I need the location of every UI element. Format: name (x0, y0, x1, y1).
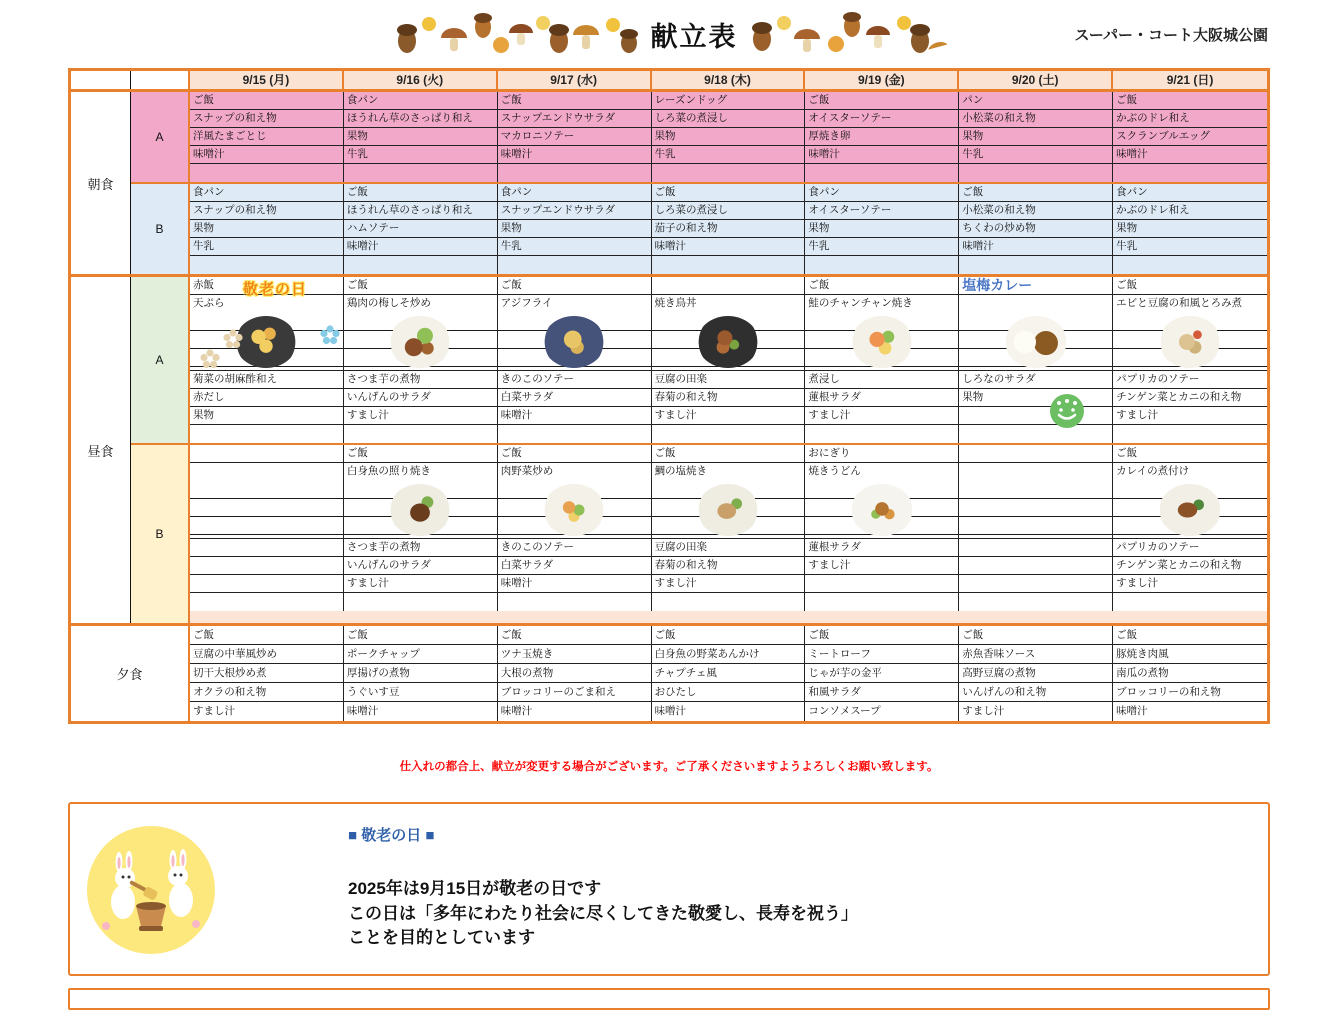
menu-cell (652, 425, 806, 443)
menu-cell: ほうれん草のさっぱり和え (344, 110, 498, 127)
date-header: 9/19 (金) (805, 71, 959, 89)
date-header-row (71, 71, 1267, 92)
menu-row (190, 425, 1267, 443)
menu-cell: 豆腐の中華風炒め (190, 645, 344, 663)
menu-cell: 赤魚香味ソース (959, 645, 1113, 663)
menu-cell: ご飯 (344, 277, 498, 294)
menu-cell: 煮浸し (805, 371, 959, 388)
menu-table (68, 68, 1270, 724)
food-photo-udon (851, 484, 913, 536)
menu-cell: 赤だし (190, 389, 344, 406)
menu-cell: 牛乳 (805, 238, 959, 255)
menu-cell: ご飯 (1113, 626, 1267, 644)
menu-cell: ご飯 (959, 626, 1113, 644)
autumn-decoration-right (748, 11, 948, 57)
photo-cell (344, 481, 498, 538)
lunch-label: 昼食 (71, 277, 131, 623)
menu-cell: 蓮根サラダ (805, 539, 959, 556)
breakfast-a-label: A (131, 92, 190, 182)
menu-cell (959, 593, 1113, 611)
menu-cell: すまし汁 (344, 407, 498, 424)
menu-cell: 春菊の和え物 (652, 557, 806, 574)
menu-cell: 果物 (1113, 220, 1267, 237)
menu-cell: 味噌汁 (498, 407, 652, 424)
menu-row (190, 92, 1267, 110)
menu-row (190, 238, 1267, 256)
menu-cell: うぐいす豆 (344, 683, 498, 701)
date-header: 9/18 (木) (652, 71, 806, 89)
photo-cell (805, 313, 959, 370)
menu-cell (190, 445, 344, 462)
menu-cell: 焼きうどん (805, 463, 959, 481)
photo-cell (652, 313, 806, 370)
menu-row (190, 593, 1267, 611)
food-photo-tempura (235, 316, 297, 368)
menu-cell: ブロッコリーの和え物 (1113, 683, 1267, 701)
facility-name: スーパー・コート大阪城公園 (1074, 27, 1268, 44)
menu-cell: 天ぷら (190, 295, 344, 313)
menu-cell (190, 593, 344, 611)
menu-cell: ブロッコリーのごま和え (498, 683, 652, 701)
menu-cell: ご飯 (805, 626, 959, 644)
menu-cell (805, 593, 959, 611)
menu-cell (959, 425, 1113, 443)
menu-cell: 大根の煮物 (498, 664, 652, 682)
breakfast-section (71, 92, 1267, 274)
menu-cell: 牛乳 (498, 238, 652, 255)
menu-cell (190, 575, 344, 592)
lunch-b-rows (190, 445, 1267, 623)
menu-row (190, 202, 1267, 220)
menu-cell: 切干大根炒め煮 (190, 664, 344, 682)
menu-cell: 厚揚げの煮物 (344, 664, 498, 682)
menu-cell (959, 445, 1113, 462)
menu-cell (344, 425, 498, 443)
date-header: 9/17 (水) (498, 71, 652, 89)
menu-cell: 果物 (498, 220, 652, 237)
date-grid (190, 71, 1267, 89)
menu-cell: 牛乳 (344, 146, 498, 163)
food-photo-curry (1005, 316, 1067, 368)
food-photo-teriyaki (389, 484, 451, 536)
menu-cell: 南瓜の煮物 (1113, 664, 1267, 682)
menu-cell: ご飯 (498, 277, 652, 294)
menu-cell: コンソメスープ (805, 702, 959, 721)
menu-cell: エビと豆腐の和風とろみ煮 (1113, 295, 1267, 313)
keirou-line-1: 2025年は9月15日が敬老の日です (348, 879, 602, 898)
menu-cell (959, 277, 1113, 294)
menu-cell: 果物 (190, 407, 344, 424)
menu-cell: ちくわの炒め物 (959, 220, 1113, 237)
menu-cell: ご飯 (344, 184, 498, 201)
menu-cell (498, 164, 652, 182)
food-photo-fry (543, 316, 605, 368)
menu-cell: ご飯 (1113, 92, 1267, 109)
menu-cell (190, 425, 344, 443)
keirou-info-box (68, 802, 1270, 976)
menu-cell: いんげんの和え物 (959, 683, 1113, 701)
menu-row (190, 256, 1267, 274)
menu-cell: 鯛の塩焼き (652, 463, 806, 481)
menu-cell: 白菜サラダ (498, 557, 652, 574)
lunch-a-photo-strip (190, 313, 1267, 371)
menu-cell: 味噌汁 (344, 238, 498, 255)
menu-cell: 小松菜の和え物 (959, 202, 1113, 219)
menu-cell: 洋風たまごとじ (190, 128, 344, 145)
menu-cell (959, 575, 1113, 592)
menu-cell: ご飯 (344, 626, 498, 644)
menu-cell (959, 557, 1113, 574)
photo-cell (1113, 481, 1267, 538)
menu-cell: 焼き鳥丼 (652, 295, 806, 313)
menu-cell: スナップエンドウサラダ (498, 110, 652, 127)
menu-row (190, 128, 1267, 146)
flower-icon (320, 325, 340, 345)
menu-row (190, 389, 1267, 407)
menu-cell: かぶのドレ和え (1113, 110, 1267, 127)
date-header: 9/20 (土) (959, 71, 1113, 89)
menu-cell: 果物 (190, 220, 344, 237)
corner-cell-sub (131, 71, 190, 89)
keirou-day-badge: 敬老の日 (243, 281, 308, 298)
menu-cell (959, 295, 1113, 313)
menu-row (190, 277, 1267, 295)
lunch-a-label: A (131, 277, 190, 443)
menu-cell: 味噌汁 (190, 146, 344, 163)
menu-cell (959, 164, 1113, 182)
menu-cell (652, 164, 806, 182)
menu-cell (498, 425, 652, 443)
menu-cell (1113, 593, 1267, 611)
special-menu-item: 塩梅カレー (962, 277, 1033, 293)
menu-cell: 白菜サラダ (498, 389, 652, 406)
menu-cell: いんげんのサラダ (344, 557, 498, 574)
menu-cell: 和風サラダ (805, 683, 959, 701)
autumn-decoration-left (391, 11, 641, 57)
menu-cell: ご飯 (190, 626, 344, 644)
menu-cell (805, 425, 959, 443)
photo-cell (1113, 313, 1267, 370)
menu-cell: さつま芋の煮物 (344, 371, 498, 388)
food-photo-salmon (851, 316, 913, 368)
menu-cell: 豆腐の田楽 (652, 371, 806, 388)
corner-cell-meal (71, 71, 131, 89)
menu-cell: 食パン (344, 92, 498, 109)
menu-cell (652, 277, 806, 294)
menu-cell (1113, 164, 1267, 182)
menu-cell: ご飯 (652, 445, 806, 462)
menu-row (190, 683, 1267, 702)
menu-cell: 鶏肉の梅しそ炒め (344, 295, 498, 313)
title-bar (68, 0, 1270, 68)
separator-strip (190, 611, 1267, 623)
menu-cell: 豚焼き肉風 (1113, 645, 1267, 663)
menu-cell: チャプチェ風 (652, 664, 806, 682)
photo-cell (959, 481, 1113, 538)
flower-icon (200, 349, 220, 369)
menu-cell: レーズンドッグ (652, 92, 806, 109)
menu-row (190, 702, 1267, 721)
menu-cell: ほうれん草のさっぱり和え (344, 202, 498, 219)
menu-cell: すまし汁 (1113, 575, 1267, 592)
menu-cell: 白身魚の照り焼き (344, 463, 498, 481)
lunch-a-block (131, 277, 1267, 443)
menu-cell (1113, 256, 1267, 274)
lunch-a-rows (190, 277, 1267, 443)
menu-cell: ポークチャップ (344, 645, 498, 663)
photo-cell (498, 481, 652, 538)
breakfast-a-block (131, 92, 1267, 182)
menu-cell: 蓮根サラダ (805, 389, 959, 406)
menu-cell: すまし汁 (805, 557, 959, 574)
menu-cell: 果物 (959, 389, 1113, 406)
menu-cell: スナップの和え物 (190, 202, 344, 219)
menu-cell: カレイの煮付け (1113, 463, 1267, 481)
menu-cell: しろ菜の煮浸し (652, 110, 806, 127)
keirou-line-3: ことを目的としています (348, 928, 535, 948)
menu-cell: ご飯 (344, 445, 498, 462)
food-photo-stirfry (543, 484, 605, 536)
breakfast-b-label: B (131, 184, 190, 274)
menu-cell (190, 557, 344, 574)
menu-row (190, 146, 1267, 164)
menu-cell: 食パン (498, 184, 652, 201)
menu-cell: チンゲン菜とカニの和え物 (1113, 557, 1267, 574)
menu-cell: 味噌汁 (498, 146, 652, 163)
menu-cell: 食パン (190, 184, 344, 201)
menu-row (190, 664, 1267, 683)
menu-cell: ご飯 (805, 92, 959, 109)
menu-cell: 味噌汁 (498, 575, 652, 592)
menu-cell: しろなのサラダ (959, 371, 1113, 388)
menu-cell: ご飯 (498, 445, 652, 462)
menu-cell: 果物 (652, 128, 806, 145)
menu-cell: かぶのドレ和え (1113, 202, 1267, 219)
menu-cell: 小松菜の和え物 (959, 110, 1113, 127)
menu-row (190, 575, 1267, 593)
menu-cell: オイスターソテー (805, 202, 959, 219)
menu-cell (190, 539, 344, 556)
menu-cell: オクラの和え物 (190, 683, 344, 701)
lunch-section (71, 274, 1267, 623)
menu-cell (498, 593, 652, 611)
keirou-line-2: この日は「多年にわたり社会に尽くしてきた敬愛し、長寿を祝う」 (348, 903, 858, 923)
bottom-bar (68, 988, 1270, 1010)
menu-cell: すまし汁 (344, 575, 498, 592)
notice-text: 仕入れの都合上、献立が変更する場合がございます。ご了承くださいますようよろしくお願い致します。 (399, 761, 939, 773)
menu-row (190, 164, 1267, 182)
menu-cell (344, 164, 498, 182)
menu-cell: ご飯 (1113, 277, 1267, 294)
page-title: 献立表 (650, 21, 738, 52)
menu-cell: さつま芋の煮物 (344, 539, 498, 556)
menu-cell: 果物 (805, 220, 959, 237)
menu-cell: 味噌汁 (652, 238, 806, 255)
menu-cell: おにぎり (805, 445, 959, 462)
menu-cell: すまし汁 (805, 407, 959, 424)
menu-cell: ご飯 (498, 92, 652, 109)
menu-cell: 果物 (959, 128, 1113, 145)
menu-cell (959, 463, 1113, 481)
menu-row (190, 445, 1267, 463)
menu-cell: ご飯 (498, 626, 652, 644)
menu-row (190, 184, 1267, 202)
photo-cell (652, 481, 806, 538)
lunch-b-label: B (131, 445, 190, 623)
menu-cell: 豆腐の田楽 (652, 539, 806, 556)
menu-cell (344, 593, 498, 611)
lunch-b-photo-strip (190, 481, 1267, 539)
menu-cell: すまし汁 (190, 702, 344, 721)
menu-cell: 牛乳 (1113, 238, 1267, 255)
dinner-label: 夕食 (71, 626, 190, 721)
menu-cell (190, 164, 344, 182)
menu-cell: 赤飯 (190, 277, 344, 294)
photo-cell (805, 481, 959, 538)
menu-cell: アジフライ (498, 295, 652, 313)
menu-cell: 白身魚の野菜あんかけ (652, 645, 806, 663)
menu-row (190, 220, 1267, 238)
menu-cell (652, 593, 806, 611)
menu-row (190, 626, 1267, 645)
menu-cell: ご飯 (190, 92, 344, 109)
menu-cell: オイスターソテー (805, 110, 959, 127)
menu-row (190, 371, 1267, 389)
menu-cell: 味噌汁 (498, 702, 652, 721)
menu-cell: 菊菜の胡麻酢和え (190, 371, 344, 388)
menu-cell: パプリカのソテー (1113, 371, 1267, 388)
menu-cell: すまし汁 (652, 575, 806, 592)
menu-cell (190, 256, 344, 274)
menu-cell (959, 256, 1113, 274)
food-photo-meat (389, 316, 451, 368)
menu-cell: 牛乳 (652, 146, 806, 163)
menu-cell (344, 256, 498, 274)
keirou-title: ■ 敬老の日 ■ (348, 827, 435, 844)
menu-row (190, 463, 1267, 481)
menu-cell: 茄子の和え物 (652, 220, 806, 237)
photo-cell (959, 313, 1113, 370)
menu-cell: 肉野菜炒め (498, 463, 652, 481)
flower-icon (223, 329, 243, 349)
food-photo-tai (697, 484, 759, 536)
menu-cell: 果物 (344, 128, 498, 145)
menu-cell: ご飯 (805, 277, 959, 294)
menu-cell (805, 575, 959, 592)
photo-cell (344, 313, 498, 370)
food-photo-nitsuke (1159, 484, 1221, 536)
menu-row (190, 295, 1267, 313)
menu-cell: 春菊の和え物 (652, 389, 806, 406)
menu-row (190, 645, 1267, 664)
menu-cell: ツナ玉焼き (498, 645, 652, 663)
date-header: 9/21 (日) (1166, 73, 1214, 87)
menu-cell: 味噌汁 (652, 702, 806, 721)
menu-cell: スクランブルエッグ (1113, 128, 1267, 145)
menu-cell: すまし汁 (1113, 407, 1267, 424)
menu-cell (1113, 425, 1267, 443)
menu-cell (190, 463, 344, 481)
menu-cell: パプリカのソテー (1113, 539, 1267, 556)
date-header: 9/15 (月) (190, 71, 344, 89)
menu-cell (805, 164, 959, 182)
menu-cell: ご飯 (1113, 445, 1267, 462)
menu-cell: ご飯 (959, 184, 1113, 201)
menu-cell: しろ菜の煮浸し (652, 202, 806, 219)
menu-cell: いんげんのサラダ (344, 389, 498, 406)
menu-row (190, 539, 1267, 557)
menu-cell: 味噌汁 (805, 146, 959, 163)
menu-cell: 牛乳 (959, 146, 1113, 163)
menu-cell: チンゲン菜とカニの和え物 (1113, 389, 1267, 406)
menu-cell: パン (959, 92, 1113, 109)
menu-cell: おひたし (652, 683, 806, 701)
menu-cell: ご飯 (652, 184, 806, 201)
menu-cell: すまし汁 (652, 407, 806, 424)
menu-row (190, 110, 1267, 128)
menu-cell: 高野豆腐の煮物 (959, 664, 1113, 682)
menu-cell: 味噌汁 (344, 702, 498, 721)
menu-cell: すまし汁 (959, 702, 1113, 721)
menu-cell: 厚焼き卵 (805, 128, 959, 145)
menu-cell: スナップエンドウサラダ (498, 202, 652, 219)
rabbit-illustration (78, 814, 224, 969)
menu-cell (805, 256, 959, 274)
menu-cell: 食パン (1113, 184, 1267, 201)
menu-cell: 味噌汁 (959, 238, 1113, 255)
menu-cell (959, 407, 1113, 424)
menu-cell: ハムソテー (344, 220, 498, 237)
menu-cell: ご飯 (652, 626, 806, 644)
menu-cell: スナップの和え物 (190, 110, 344, 127)
smiley-face-icon (1046, 389, 1088, 431)
menu-cell: 食パン (805, 184, 959, 201)
menu-cell: 鮭のチャンチャン焼き (805, 295, 959, 313)
menu-cell: きのこのソテー (498, 539, 652, 556)
photo-cell (190, 481, 344, 538)
menu-cell: きのこのソテー (498, 371, 652, 388)
breakfast-b-block (131, 182, 1267, 274)
menu-cell: 味噌汁 (1113, 702, 1267, 721)
breakfast-label: 朝食 (71, 92, 131, 274)
menu-cell: ミートローフ (805, 645, 959, 663)
lunch-b-block (131, 443, 1267, 623)
menu-cell: 味噌汁 (1113, 146, 1267, 163)
menu-cell: じゃが芋の金平 (805, 664, 959, 682)
menu-cell (652, 256, 806, 274)
menu-cell (959, 539, 1113, 556)
menu-cell (498, 256, 652, 274)
photo-cell (498, 313, 652, 370)
menu-cell: 牛乳 (190, 238, 344, 255)
menu-row (190, 407, 1267, 425)
food-photo-don (697, 316, 759, 368)
menu-cell: マカロニソテー (498, 128, 652, 145)
food-photo-stew (1159, 316, 1221, 368)
dinner-section (71, 623, 1267, 721)
date-header: 9/16 (火) (344, 71, 498, 89)
menu-row (190, 557, 1267, 575)
